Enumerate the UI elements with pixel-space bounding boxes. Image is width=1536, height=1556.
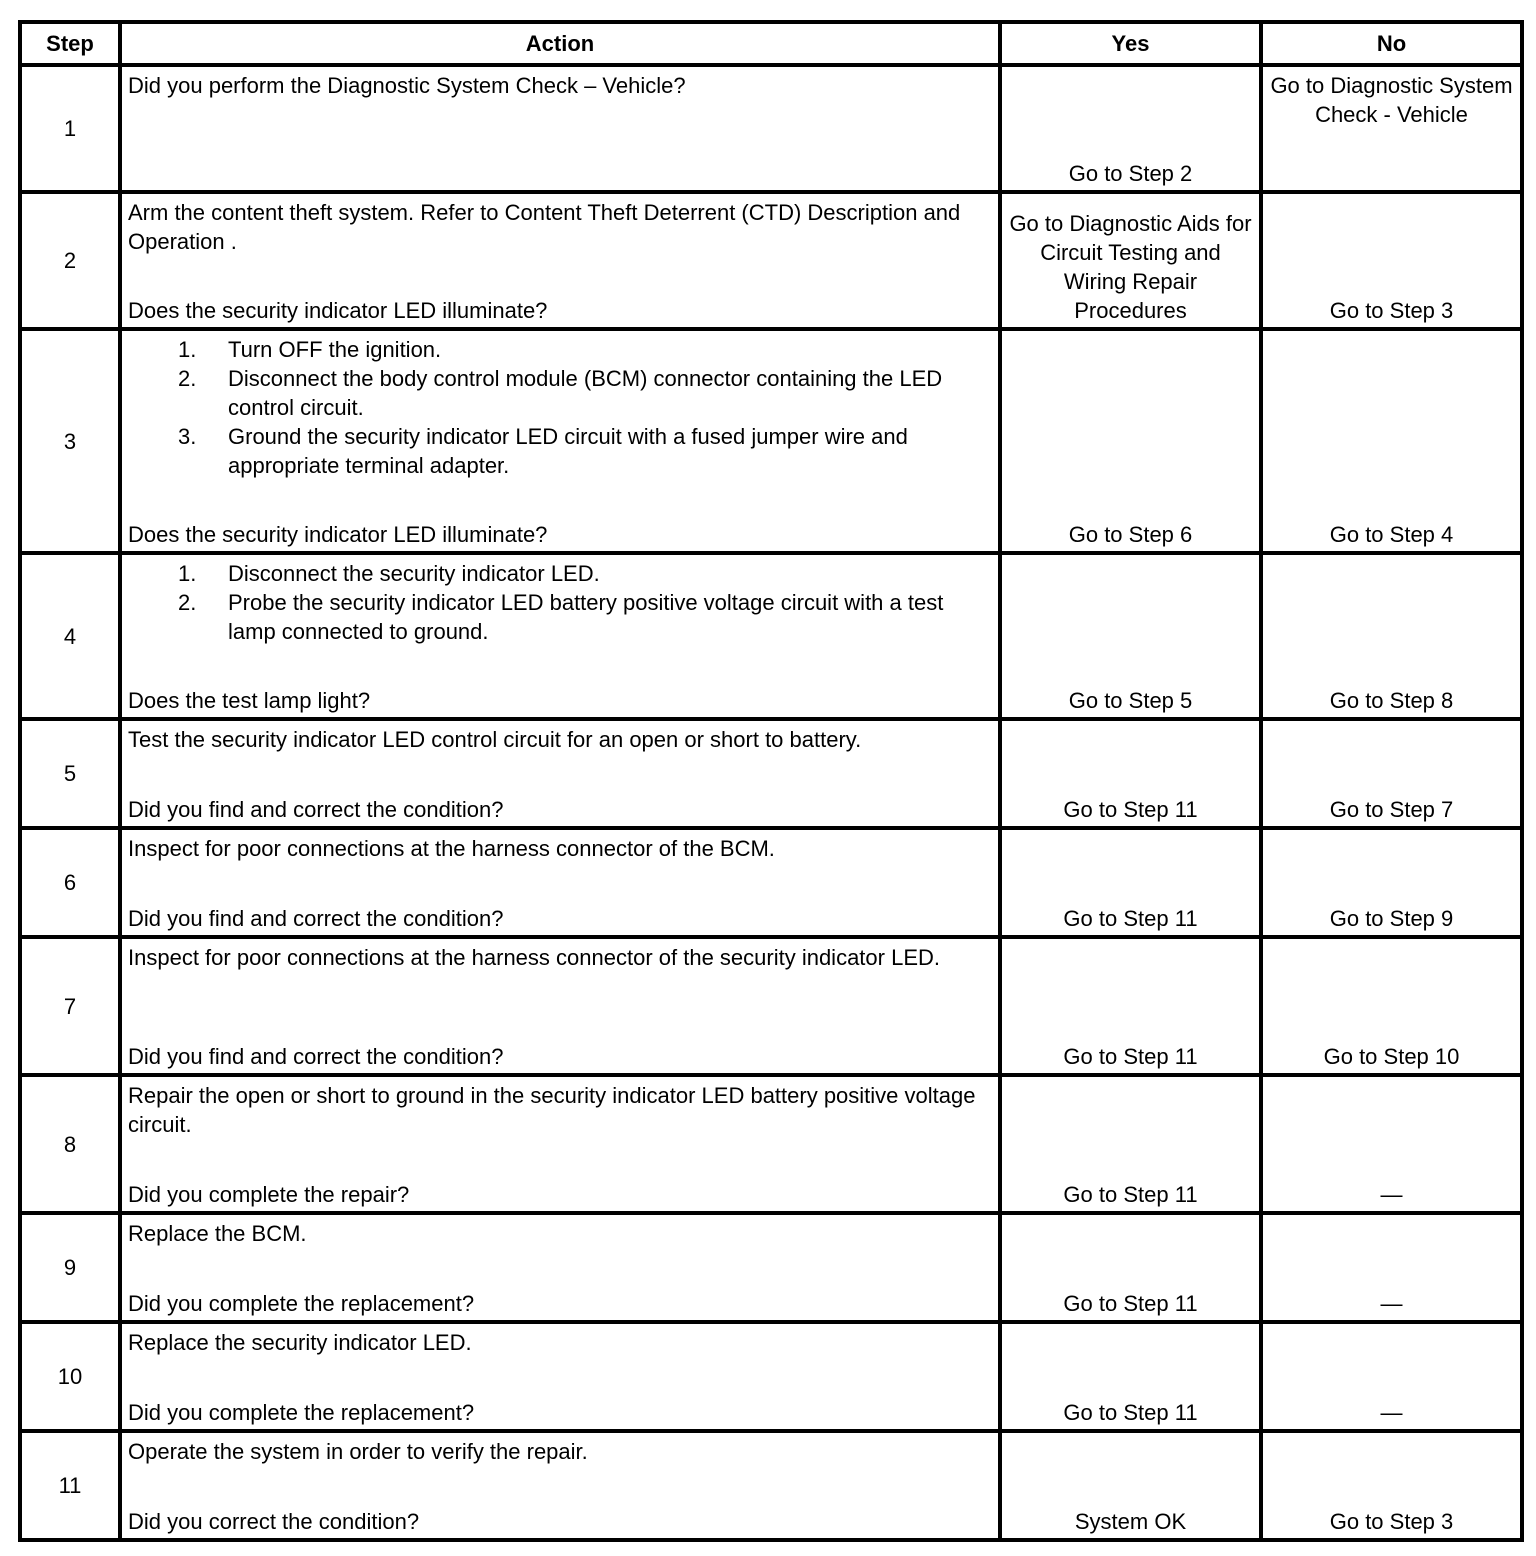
table-row [20,828,1522,937]
action-question: Did you find and correct the condition? [128,1044,504,1069]
action-instructions [128,335,992,480]
no-cell [1261,1213,1522,1322]
table-row [20,719,1522,828]
no-content [1263,67,1520,190]
no-cell [1261,65,1522,192]
action-text: Inspect for poor connections at the harness connector of the BCM. [128,836,775,861]
no-content [1263,331,1520,551]
header-step: Step [20,22,120,65]
action-instructions [128,725,992,754]
action-question: Did you complete the replacement? [128,1291,475,1316]
yes-cell [1000,1431,1261,1540]
table-row [20,192,1522,329]
no-content [1263,194,1520,327]
no-result: — [1380,1400,1403,1425]
action-question: Did you find and correct the condition? [128,797,504,822]
yes-cell [1000,719,1261,828]
action-content [122,331,998,551]
list-item [128,364,992,422]
table-row [20,553,1522,719]
action-question: Did you correct the condition? [128,1509,420,1534]
list-item-number: 1. [178,337,197,362]
list-item-number: 2. [178,366,197,391]
step-number: 5 [20,719,120,828]
action-cell [120,719,1000,828]
action-text: Repair the open or short to ground in the security indicator LED battery positive voltage circuit. [128,1083,976,1137]
no-cell [1261,553,1522,719]
no-content [1263,555,1520,717]
no-cell [1261,192,1522,329]
table-row [20,1213,1522,1322]
action-cell [120,828,1000,937]
yes-cell [1000,828,1261,937]
action-question: Did you find and correct the condition? [128,906,504,931]
table-row [20,1322,1522,1431]
action-cell [120,1431,1000,1540]
list-item-text: Disconnect the security indicator LED. [228,561,600,586]
action-question: Did you complete the repair? [128,1182,410,1207]
table-row [20,1431,1522,1540]
action-instructions [128,71,992,100]
action-content [122,939,998,1073]
yes-result: Go to Step 5 [1068,688,1193,713]
step-number: 7 [20,937,120,1075]
diagnostic-page [18,20,1520,1542]
table-row [20,329,1522,553]
action-content [122,1324,998,1429]
yes-content [1002,939,1259,1073]
action-instructions [128,834,992,863]
list-item-text: Probe the security indicator LED battery positive voltage circuit with a test lamp connected to ground. [228,590,944,644]
yes-cell [1000,937,1261,1075]
yes-cell [1000,1213,1261,1322]
action-question: Does the security indicator LED illuminate? [128,298,548,323]
header-no: No [1261,22,1522,65]
action-cell [120,192,1000,329]
yes-result: Go to Step 11 [1063,797,1198,822]
action-instructions [128,1081,992,1139]
no-result: Go to Step 10 [1323,1044,1460,1069]
no-cell [1261,828,1522,937]
action-question: Does the test lamp light? [128,688,371,713]
no-result: Go to Step 7 [1329,797,1454,822]
action-steps-list [128,335,992,480]
yes-content [1002,830,1259,935]
yes-cell [1000,1075,1261,1213]
list-item-text: Disconnect the body control module (BCM) connector containing the LED control circuit. [228,366,943,420]
no-result: — [1380,1291,1403,1316]
action-text: Replace the BCM. [128,1221,307,1246]
list-item-text: Turn OFF the ignition. [228,337,442,362]
no-content [1263,721,1520,826]
no-cell [1261,1322,1522,1431]
no-content [1263,830,1520,935]
no-content [1263,1324,1520,1429]
diagnostic-table [18,20,1524,1542]
no-cell [1261,937,1522,1075]
list-item [128,588,992,646]
step-number: 1 [20,65,120,192]
action-text: Replace the security indicator LED. [128,1330,472,1355]
no-cell [1261,1431,1522,1540]
step-number: 6 [20,828,120,937]
yes-cell [1000,329,1261,553]
table-row [20,1075,1522,1213]
yes-content [1002,1077,1259,1211]
list-item-number: 3. [178,424,197,449]
yes-content [1002,1215,1259,1320]
action-content [122,721,998,826]
no-content [1263,939,1520,1073]
yes-result: Go to Step 11 [1063,1400,1198,1425]
step-number: 10 [20,1322,120,1431]
action-text: Operate the system in order to verify the repair. [128,1439,588,1464]
yes-cell [1000,65,1261,192]
list-item [128,335,992,364]
action-question: Does the security indicator LED illuminate? [128,522,548,547]
action-text: Inspect for poor connections at the harness connector of the security indicator LED. [128,945,941,970]
yes-content [1002,67,1259,190]
no-result: Go to Diagnostic System Check - Vehicle [1270,73,1513,127]
action-instructions [128,943,992,972]
no-content [1263,1433,1520,1538]
no-result: Go to Step 8 [1329,688,1454,713]
action-instructions [128,559,992,646]
no-result: Go to Step 4 [1329,522,1454,547]
list-item [128,422,992,480]
yes-result: Go to Step 11 [1063,906,1198,931]
action-content [122,555,998,717]
yes-cell [1000,1322,1261,1431]
yes-result: Go to Step 11 [1063,1182,1198,1207]
yes-content [1002,721,1259,826]
list-item-number: 1. [178,561,197,586]
step-number: 11 [20,1431,120,1540]
list-item-text: Ground the security indicator LED circuit with a fused jumper wire and appropriate terminal adapter. [228,424,908,478]
header-action: Action [120,22,1000,65]
table-body [20,65,1522,1540]
no-result: Go to Step 9 [1329,906,1454,931]
yes-content [1002,331,1259,551]
table-row [20,65,1522,192]
action-text: Arm the content theft system. Refer to Content Theft Deterrent (CTD) Description and Operation . [128,200,961,254]
step-number: 4 [20,553,120,719]
header-yes: Yes [1000,22,1261,65]
action-cell [120,65,1000,192]
list-item [128,559,992,588]
yes-content [1002,1324,1259,1429]
no-cell [1261,1075,1522,1213]
no-cell [1261,719,1522,828]
step-number: 9 [20,1213,120,1322]
action-instructions [128,1328,992,1357]
yes-cell [1000,553,1261,719]
yes-result: System OK [1074,1509,1187,1534]
action-cell [120,1075,1000,1213]
step-number: 3 [20,329,120,553]
action-content [122,1433,998,1538]
yes-result: Go to Step 6 [1068,522,1193,547]
table-header-row [20,22,1522,65]
action-cell [120,937,1000,1075]
yes-result: Go to Diagnostic Aids for Circuit Testing and Wiring Repair Procedures [1009,211,1252,323]
yes-content [1002,194,1259,327]
table-row [20,937,1522,1075]
action-content [122,830,998,935]
action-text: Test the security indicator LED control circuit for an open or short to battery. [128,727,862,752]
yes-result: Go to Step 2 [1068,161,1193,186]
no-result: Go to Step 3 [1329,1509,1454,1534]
action-text: Did you perform the Diagnostic System Check – Vehicle? [128,73,686,98]
action-content [122,194,998,327]
list-item-number: 2. [178,590,197,615]
action-cell [120,1322,1000,1431]
yes-content [1002,555,1259,717]
action-content [122,1077,998,1211]
yes-content [1002,1433,1259,1538]
action-instructions [128,1437,992,1466]
action-question: Did you complete the replacement? [128,1400,475,1425]
step-number: 2 [20,192,120,329]
no-cell [1261,329,1522,553]
yes-result: Go to Step 11 [1063,1291,1198,1316]
action-steps-list [128,559,992,646]
no-content [1263,1215,1520,1320]
action-content [122,1215,998,1320]
action-cell [120,553,1000,719]
no-result: — [1380,1182,1403,1207]
action-instructions [128,198,992,256]
action-cell [120,329,1000,553]
no-result: Go to Step 3 [1329,298,1454,323]
yes-cell [1000,192,1261,329]
action-content [122,67,998,190]
step-number: 8 [20,1075,120,1213]
no-content [1263,1077,1520,1211]
action-cell [120,1213,1000,1322]
yes-result: Go to Step 11 [1063,1044,1198,1069]
action-instructions [128,1219,992,1248]
